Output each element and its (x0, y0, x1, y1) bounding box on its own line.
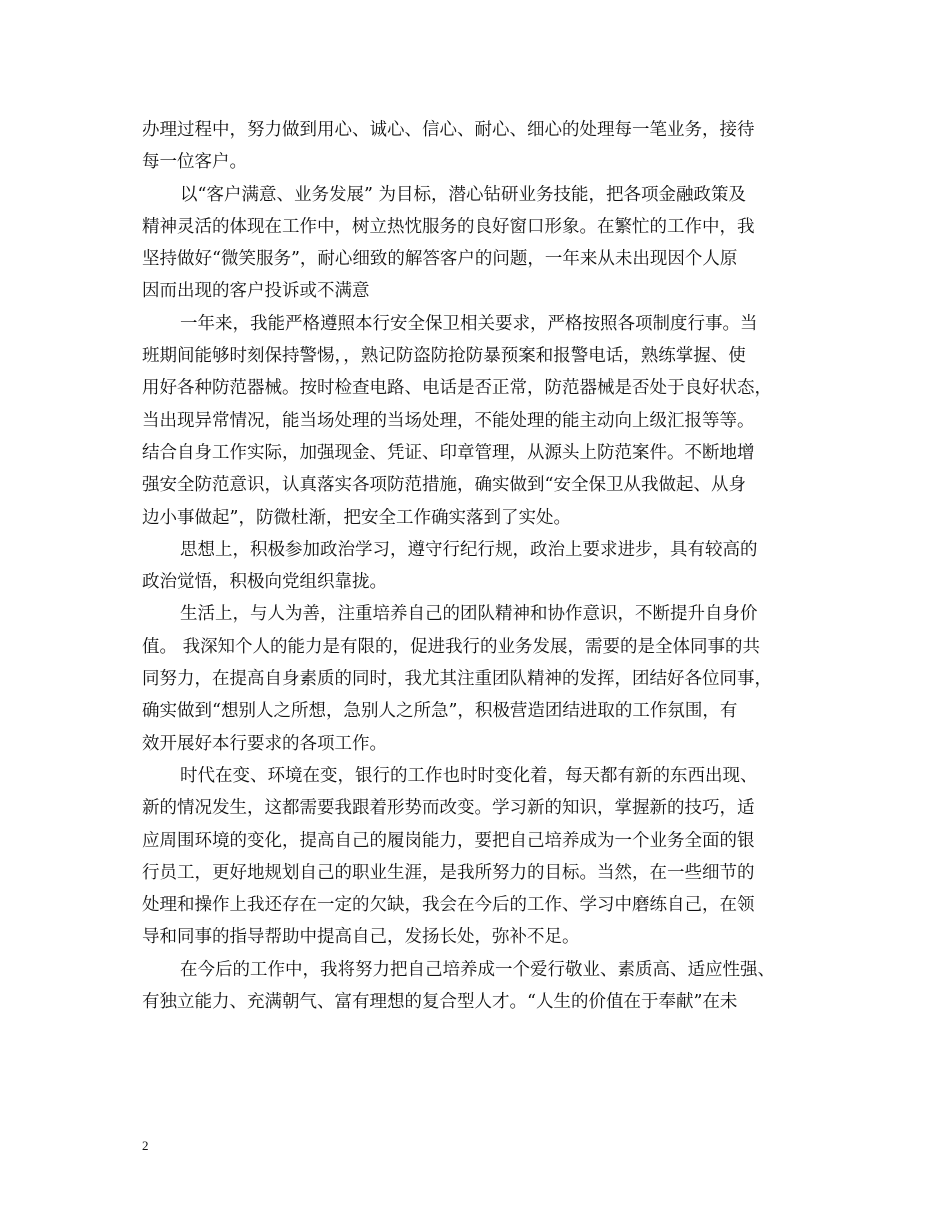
text-line: 导和同事的指导帮助中提高自己，发扬长处，弥补不足。 (142, 927, 580, 948)
text-line: 坚持做好“微笑服务”，耐心细致的解答客户的问题，一年来从未出现因个人原 (142, 249, 738, 270)
text-line: 在今后的工作中，我将努力把自己培养成一个爱行敬业、素质高、适应性强、 (180, 959, 775, 980)
text-line: 同努力，在提高自身素质的同时，我尤其注重团队精神的发挥，团结好各位同事， (142, 669, 772, 690)
text-line: 新的情况发生，这都需要我跟着形势而改变。学习新的知识，掌握新的技巧，适 (142, 798, 755, 819)
text-line: 效开展好本行要求的各项工作。 (142, 733, 387, 754)
text-line: 精神灵活的体现在工作中，树立热忱服务的良好窗口形象。在繁忙的工作中，我 (142, 216, 755, 237)
paragraph-4 (142, 534, 814, 599)
text-line: 行员工，更好地规划自己的职业生涯，是我所努力的目标。当然，在一些细节的 (142, 862, 755, 883)
text-line: 生活上，与人为善，注重培养自己的团队精神和协作意识，不断提升自身价 (180, 604, 758, 625)
text-line: 结合自身工作实际，加强现金、凭证、印章管理，从源头上防范案件。不断地增 (142, 442, 755, 463)
text-line: 办理过程中，努力做到用心、诚心、信心、耐心、细心的处理每一笔业务，接待 (142, 120, 755, 140)
text-line: 有独立能力、充满朝气、富有理想的复合型人才。“人生的价值在于奉献”在未 (142, 992, 738, 1013)
text-line: 每一位客户。 (142, 152, 247, 173)
text-line: 时代在变、环境在变，银行的工作也时时变化着，每天都有新的东西出现、 (180, 765, 758, 786)
text-line: 值。 我深知个人的能力是有限的，促进我行的业务发展，需要的是全体同事的共 (142, 636, 761, 657)
paragraph-5 (142, 598, 814, 759)
text-line: 边小事做起”，防微杜渐，把安全工作确实落到了实处。 (142, 507, 571, 528)
text-line: 思想上，积极参加政治学习，遵守行纪行规，政治上要求进步，具有较高的 (180, 539, 758, 560)
text-line: 确实做到“想别人之所想，急别人之所急”，积极营造团结进取的工作氛围，有 (142, 701, 738, 722)
text-line: 当出现异常情况，能当场处理的当场处理，不能处理的能主动向上级汇报等等。 (142, 410, 755, 431)
page-number: 2 (142, 1138, 149, 1153)
text-line: 用好各种防范器械。按时检查电路、电话是否正常，防范器械是否处于良好状态， (142, 378, 772, 399)
paragraph-7 (142, 954, 814, 1019)
text-line: 一年来，我能严格遵照本行安全保卫相关要求，严格按照各项制度行事。当 (180, 313, 758, 334)
text-line: 以“客户满意、业务发展” 为目标，潜心钻研业务技能，把各项金融政策及 (180, 184, 746, 205)
text-line: 处理和操作上我还存在一定的欠缺，我会在今后的工作、学习中磨练自己，在领 (142, 895, 755, 916)
paragraph-6 (142, 760, 814, 954)
text-line: 政治觉悟，积极向党组织靠拢。 (142, 572, 387, 593)
document-body (142, 114, 814, 1018)
paragraph-2 (142, 179, 814, 308)
paragraph-1 (142, 114, 814, 179)
text-line: 班期间能够时刻保持警惕，，熟记防盗防抢防暴预案和报警电话，熟练掌握、使 (142, 346, 746, 367)
text-line: 因而出现的客户投诉或不满意 (142, 281, 370, 302)
text-line: 应周围环境的变化，提高自己的履岗能力，要把自己培养成为一个业务全面的银 (142, 830, 755, 851)
text-line: 强安全防范意识，认真落实各项防范措施，确实做到“安全保卫从我做起、从身 (142, 475, 746, 496)
paragraph-3 (142, 308, 814, 534)
